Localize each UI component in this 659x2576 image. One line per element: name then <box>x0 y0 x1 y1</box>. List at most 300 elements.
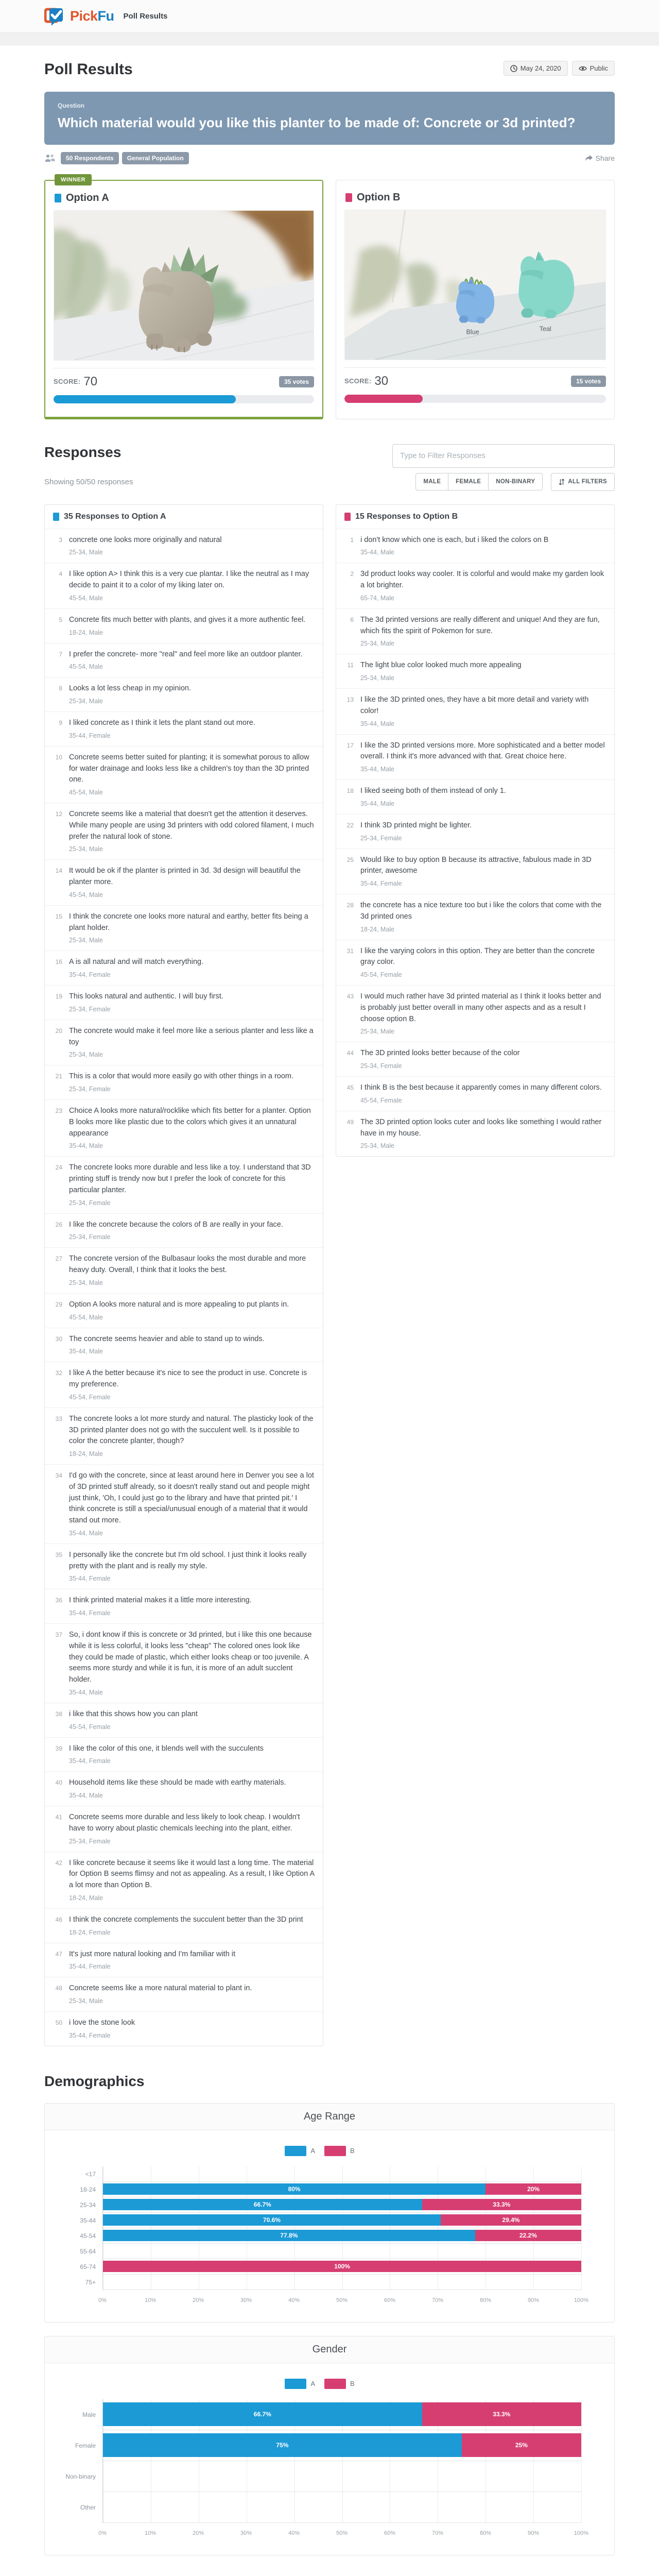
response-item <box>45 1156 323 1213</box>
chart-row <box>103 2461 581 2492</box>
option-a-score-label: SCORE: <box>54 378 81 385</box>
response-item <box>336 734 614 780</box>
response-item <box>45 746 323 803</box>
response-text: i love the stone look <box>69 2019 135 2027</box>
response-number: 4 <box>59 570 62 578</box>
response-item <box>45 1408 323 1464</box>
response-body <box>360 660 522 682</box>
pickfu-logo[interactable] <box>44 6 114 27</box>
chart-x-tick: 40% <box>288 2297 300 2303</box>
response-demographic: 45-54, Female <box>69 1393 111 1401</box>
chart-legend <box>58 2146 581 2156</box>
response-text: I liked concrete as I think it lets the plant stand out more. <box>69 719 255 727</box>
response-item <box>45 1213 323 1248</box>
visibility-text: Public <box>589 64 608 72</box>
chart-category-label: Other <box>80 2503 96 2511</box>
response-body <box>69 2018 135 2039</box>
response-text: I liked seeing both of them instead of only 1. <box>360 787 506 795</box>
response-number: 30 <box>55 1335 62 1343</box>
response-body <box>360 820 472 842</box>
response-demographic: 35-44, Female <box>69 732 111 739</box>
response-number: 32 <box>55 1369 62 1377</box>
response-demographic: 25-34, Male <box>69 937 103 944</box>
response-demographic: 45-54, Female <box>69 1723 111 1731</box>
chart-category-label: 65-74 <box>80 2263 96 2270</box>
response-item <box>336 688 614 734</box>
response-demographic: 18-24, Male <box>360 925 395 933</box>
chart-bar-a: 77.8% <box>103 2230 475 2241</box>
response-demographic: 25-34, Male <box>360 1142 395 1150</box>
response-text: I like the varying colors in this option. They are better than the concrete gray color. <box>360 946 595 967</box>
response-number: 1 <box>350 536 354 544</box>
question-panel <box>44 92 615 145</box>
option-a-score-fill <box>54 395 236 403</box>
response-demographic: 35-44, Male <box>69 1792 103 1799</box>
share-link[interactable] <box>585 154 615 162</box>
response-text: Looks a lot less cheap in my opinion. <box>69 684 191 693</box>
response-body <box>69 718 255 739</box>
legend-label: A <box>310 2147 315 2155</box>
response-number: 2 <box>350 570 354 578</box>
response-number: 17 <box>346 741 354 749</box>
response-number: 39 <box>55 1744 62 1752</box>
response-body <box>69 1812 315 1845</box>
chart-x-tick: 60% <box>384 2297 396 2303</box>
response-number: 41 <box>55 1814 62 1821</box>
response-item <box>45 1977 323 2011</box>
response-text: The concrete looks a lot more sturdy and natural. The plasticky look of the 3D printed planter does not go with the succulent well. Is it possible to color the concrete planter, though? <box>69 1414 314 1446</box>
response-text: I think the concrete complements the succulent better than the 3D print <box>69 1915 303 1924</box>
response-number: 10 <box>55 753 62 761</box>
response-number: 5 <box>59 616 62 623</box>
response-text: Concrete seems like a more natural material to plant in. <box>69 1984 252 1993</box>
response-demographic: 35-44, Male <box>360 766 395 773</box>
response-text: i like that this shows how you can plant <box>69 1709 198 1718</box>
response-text: So, i dont know if this is concrete or 3d printed, but i like this one because while it is less colorful, it looks less "cheap" The colored ones look like they could be made of plastic, which either looks cheap or too juvenile. A seems more sturdy and while it is fun, it is more of an adult succlent holder. <box>69 1631 312 1684</box>
chart-bars <box>103 2261 581 2272</box>
age-range-chart-card <box>44 2103 615 2323</box>
response-body <box>69 1595 252 1617</box>
chart-row <box>103 2182 581 2197</box>
response-demographic: 35-44, Female <box>69 971 111 978</box>
chart-bar-b: 25% <box>462 2433 581 2457</box>
chart-bar-a: 66.7% <box>103 2199 422 2210</box>
response-body <box>69 991 223 1013</box>
option-a-responses-header: 35 Responses to Option A <box>64 512 166 521</box>
legend-label: B <box>350 2380 355 2388</box>
response-body <box>360 900 606 933</box>
chart-x-tick: 0% <box>98 2297 107 2303</box>
response-text: I think printed material makes it a little more interesting. <box>69 1596 252 1605</box>
visibility-badge <box>572 61 615 76</box>
response-body <box>69 569 315 602</box>
response-item <box>45 643 323 677</box>
response-item <box>336 654 614 688</box>
response-item <box>45 1943 323 1977</box>
response-demographic: 25-34, Female <box>69 1233 111 1241</box>
demographics-heading: Demographics <box>44 2073 145 2089</box>
all-filters-button[interactable] <box>551 473 615 491</box>
response-number: 8 <box>59 685 62 692</box>
option-a-card <box>44 176 323 419</box>
chart-bars <box>103 2245 581 2257</box>
response-text: Choice A looks more natural/rocklike which fits better for a planter. Option B looks more like plastic due to the colors which gives it an unnatural appearance <box>69 1107 311 1138</box>
response-number: 38 <box>55 1710 62 1718</box>
response-demographic: 35-44, Male <box>69 1142 103 1150</box>
response-text: I like the 3D printed ones, they have a bit more detail and variety with color! <box>360 696 589 715</box>
option-a-name: Option A <box>66 192 109 204</box>
option-b-votes-badge: 15 votes <box>571 376 606 387</box>
response-item <box>45 529 323 563</box>
chart-category-label: Non-binary <box>65 2472 96 2480</box>
response-body <box>360 569 606 602</box>
filters-icon <box>559 479 565 485</box>
gender-filter-group <box>415 473 543 490</box>
response-number: 31 <box>346 947 354 955</box>
response-item <box>336 779 614 814</box>
response-number: 27 <box>55 1255 62 1263</box>
option-a-color-chip <box>55 194 61 202</box>
option-a-responses-list <box>45 529 323 2046</box>
respondents-badge: 50 Respondents <box>61 152 119 164</box>
chart-row <box>103 2430 581 2461</box>
response-demographic: 35-44, Male <box>360 800 395 807</box>
chart-bar-b: 22.2% <box>475 2230 581 2241</box>
response-body <box>69 535 222 556</box>
chart-bar-a: 80% <box>103 2183 485 2195</box>
chart-bars <box>103 2495 581 2519</box>
chart-x-tick: 10% <box>144 2297 157 2303</box>
response-text: I like the concrete because the colors of B are really in your face. <box>69 1220 283 1229</box>
response-demographic: 25-34, Female <box>69 1837 111 1845</box>
response-body <box>69 1162 315 1206</box>
response-demographic: 35-44, Female <box>69 2031 111 2039</box>
chart-bars <box>103 2183 581 2195</box>
response-body <box>69 1299 289 1321</box>
response-text: the concrete has a nice texture too but i like the colors that come with the 3d printed ones <box>360 901 602 921</box>
response-item <box>45 1020 323 1065</box>
chart-category-label: 25-34 <box>80 2201 96 2209</box>
option-a-responses-card <box>44 504 323 2046</box>
response-item <box>45 1737 323 1772</box>
response-body <box>360 615 606 648</box>
response-item <box>336 849 614 894</box>
chart-x-tick: 0% <box>98 2530 107 2536</box>
chart-row <box>103 2213 581 2228</box>
response-demographic: 35-44, Male <box>360 720 395 727</box>
response-demographic: 35-44, Male <box>360 549 395 556</box>
response-body <box>69 1026 315 1059</box>
chart-row <box>103 2492 581 2523</box>
response-number: 18 <box>346 787 354 794</box>
chart-x-axis <box>98 2527 589 2539</box>
response-item <box>45 1328 323 1362</box>
response-text: The concrete version of the Bulbasaur looks the most durable and more heavy duty. Overall, I think that it looks the best. <box>69 1255 306 1274</box>
chart-bars <box>103 2168 581 2179</box>
chart-legend <box>58 2379 581 2389</box>
response-item <box>336 1042 614 1076</box>
filter-female-button[interactable]: FEMALE <box>448 473 489 490</box>
response-number: 44 <box>346 1049 354 1057</box>
response-demographic: 25-34, Male <box>69 549 103 556</box>
chart-bar-b: 20% <box>485 2183 581 2195</box>
response-text: The concrete would make it feel more like a serious planter and less like a toy <box>69 1026 314 1046</box>
legend-label: A <box>310 2380 315 2388</box>
chart-bar-b: 33.3% <box>422 2402 581 2426</box>
brand-name: PickFu <box>70 8 114 24</box>
response-text: I like the color of this one, it blends well with the succulents <box>69 1744 264 1753</box>
response-demographic: 35-44, Female <box>69 1963 111 1971</box>
response-body <box>360 946 606 979</box>
response-item <box>45 1099 323 1156</box>
chart-bar-b: 29.4% <box>441 2214 581 2226</box>
response-demographic: 25-34, Male <box>69 1051 103 1059</box>
response-body <box>69 1253 315 1286</box>
response-number: 48 <box>55 1985 62 1992</box>
3d-printed-planters-photo <box>345 210 605 360</box>
legend-item-a <box>285 2379 315 2389</box>
response-body <box>360 786 506 807</box>
chart-bar-a: 75% <box>103 2433 462 2457</box>
legend-label: B <box>350 2147 355 2155</box>
response-number: 19 <box>55 993 62 1000</box>
response-item <box>336 894 614 940</box>
response-demographic: 65-74, Male <box>360 594 395 602</box>
option-b-score-fill <box>344 395 423 403</box>
response-demographic: 45-54, Male <box>69 891 103 899</box>
response-item <box>45 1806 323 1852</box>
response-demographic: 18-24, Male <box>69 629 103 636</box>
chart-category-label: Male <box>82 2411 96 2418</box>
chart-x-tick: 50% <box>336 2530 348 2536</box>
chart-x-tick: 100% <box>574 2297 589 2303</box>
winner-badge: WINNER <box>55 174 92 185</box>
response-body <box>69 911 315 944</box>
response-demographic: 25-34, Male <box>360 674 395 682</box>
response-number: 34 <box>55 1472 62 1479</box>
chart-row <box>103 2228 581 2244</box>
response-number: 37 <box>55 1631 62 1638</box>
response-text: It's just more natural looking and I'm familiar with it <box>69 1950 236 1958</box>
option-a-score-bar <box>54 395 314 403</box>
response-text: I'd go with the concrete, since at least around here in Denver you see a lot of 3D printed stuff already, so it doesn't really stand out and people might just think, 'Oh, I could just go to the library and have that printed pit.' I think concrete is still a special/unusual enough of a material that it would stand out more. <box>69 1471 314 1524</box>
response-demographic: 25-34, Male <box>69 1997 103 2005</box>
planter-label-teal: Teal <box>539 324 551 332</box>
chart-y-labels <box>58 2399 102 2539</box>
response-number: 46 <box>55 1916 62 1923</box>
response-body <box>69 1777 286 1799</box>
chart-row <box>103 2399 581 2430</box>
response-text: The 3D printed looks better because of the color <box>360 1049 520 1058</box>
response-text: The concrete looks more durable and less like a toy. I understand that 3D printing stuff is trendy now but I prefer the look of concrete for this particular planter. <box>69 1163 311 1194</box>
gender-chart-body <box>45 2363 614 2555</box>
response-item <box>45 905 323 951</box>
question-text: Which material would you like this planter to be made of: Concrete or 3d printed? <box>58 115 576 130</box>
chart-x-tick: 70% <box>431 2297 444 2303</box>
response-number: 47 <box>55 1950 62 1958</box>
showing-count-text: Showing 50/50 responses <box>44 477 133 486</box>
concrete-planter-photo <box>54 211 314 360</box>
audience-badge: General Population <box>122 152 189 164</box>
response-text: The 3D printed option looks cuter and looks like something I would rather have in my house. <box>360 1117 602 1138</box>
response-body <box>69 1709 198 1731</box>
chart-bars <box>103 2214 581 2226</box>
option-b-responses-header: 15 Responses to Option B <box>355 512 458 521</box>
response-text: I like the 3D printed versions more. More sophisticated and a better model overall. I think it's more advanced with that. Great choice here. <box>360 741 605 761</box>
response-demographic: 18-24, Female <box>69 1928 111 1936</box>
response-body <box>69 1368 315 1401</box>
legend-swatch-b <box>324 2146 346 2156</box>
response-text: This looks natural and authentic. I will buy first. <box>69 992 223 1001</box>
response-body <box>69 1550 315 1583</box>
chart-area <box>58 2166 589 2307</box>
chart-row <box>103 2259 581 2275</box>
response-text: I like A the better because it's nice to see the product in use. Concrete is my preference. <box>69 1369 307 1388</box>
response-text: Concrete seems better suited for planting; it is somewhat porous to allow for water drainage and looks less like a children's toy than the 3D printed one. <box>69 753 309 784</box>
date-text: May 24, 2020 <box>520 64 561 72</box>
response-body <box>69 866 315 899</box>
response-number: 16 <box>55 958 62 966</box>
response-text: Concrete seems more durable and less likely to look cheap. I wouldn't have to worry about plastic chemicals leeching into the plant, either. <box>69 1813 300 1833</box>
chart-category-label: <17 <box>85 2170 96 2178</box>
chart-x-tick: 90% <box>527 2530 540 2536</box>
response-text: Household items like these should be made with earthy materials. <box>69 1778 286 1787</box>
chart-x-tick: 50% <box>336 2297 348 2303</box>
chart-gridline <box>581 2166 582 2290</box>
legend-swatch-a <box>285 2379 306 2389</box>
response-demographic: 45-54, Male <box>69 789 103 796</box>
chart-bars <box>103 2464 581 2488</box>
chart-category-label: 45-54 <box>80 2232 96 2240</box>
response-item <box>45 1464 323 1544</box>
response-text: It would be ok if the planter is printed in 3d. 3d design will beautiful the planter more. <box>69 867 301 886</box>
response-number: 11 <box>347 662 354 669</box>
response-body <box>69 615 305 636</box>
response-body <box>360 535 548 556</box>
chart-bars <box>103 2433 581 2457</box>
response-body <box>360 1048 520 1070</box>
chart-row <box>103 2244 581 2259</box>
response-number: 23 <box>55 1107 62 1114</box>
response-number: 21 <box>55 1073 62 1080</box>
response-item <box>45 803 323 859</box>
response-text: I prefer the concrete- more "real" and feel more like an outdoor planter. <box>69 650 303 658</box>
response-number: 14 <box>55 867 62 875</box>
chart-category-label: 35-44 <box>80 2216 96 2224</box>
response-number: 22 <box>346 821 354 829</box>
response-demographic: 25-34, Female <box>69 1199 111 1207</box>
response-text: i don't know which one is each, but i liked the colors on B <box>360 535 549 544</box>
option-a-image[interactable] <box>54 210 314 361</box>
option-b-score-value: 30 <box>374 374 389 388</box>
response-body <box>69 1470 315 1537</box>
gender-chart-card <box>44 2336 615 2555</box>
response-body <box>69 1106 315 1149</box>
response-body <box>69 752 315 796</box>
chart-bars <box>103 2276 581 2287</box>
response-number: 9 <box>59 719 62 726</box>
response-body <box>69 809 315 853</box>
response-number: 49 <box>346 1118 354 1126</box>
clock-icon <box>510 65 517 72</box>
chart-x-tick: 40% <box>288 2530 300 2536</box>
legend-swatch-a <box>285 2146 306 2156</box>
chart-x-tick: 20% <box>192 2530 204 2536</box>
option-b-responses-card <box>336 504 615 1157</box>
option-b-image[interactable] <box>344 210 606 360</box>
response-demographic: 35-44, Male <box>69 1688 103 1696</box>
response-body <box>69 1914 303 1936</box>
response-body <box>360 1117 606 1150</box>
response-text: I think the concrete one looks more natural and earthy, better fits being a plant holder. <box>69 912 308 932</box>
response-demographic: 25-34, Male <box>360 640 395 648</box>
filter-responses-input[interactable] <box>392 444 615 468</box>
chart-category-label: 55-64 <box>80 2247 96 2255</box>
response-text: I think B is the best because it apparently comes in many different colors. <box>360 1083 602 1092</box>
response-demographic: 25-34, Male <box>360 1028 395 1036</box>
response-demographic: 25-34, Male <box>69 1279 103 1286</box>
age-range-chart-title: Age Range <box>45 2104 614 2130</box>
response-demographic: 25-34, Female <box>69 1086 111 1093</box>
response-body <box>69 957 203 978</box>
filter-nonbinary-button[interactable]: NON-BINARY <box>489 473 543 490</box>
response-body <box>360 740 606 773</box>
chart-bar-b: 33.3% <box>422 2199 581 2210</box>
response-number: 29 <box>55 1300 62 1308</box>
response-item <box>45 859 323 905</box>
response-body <box>69 1219 283 1241</box>
chart-x-tick: 20% <box>192 2297 204 2303</box>
chart-x-tick: 70% <box>431 2530 444 2536</box>
response-body <box>360 1082 602 1104</box>
response-body <box>69 649 303 671</box>
response-number: 35 <box>55 1551 62 1558</box>
response-item <box>45 1065 323 1099</box>
response-number: 40 <box>55 1779 62 1787</box>
chart-y-labels <box>58 2166 102 2307</box>
response-text: I think 3D printed might be lighter. <box>360 821 472 829</box>
response-text: I personally like the concrete but I'm old school. I just think it looks really pretty with the plant and is really my style. <box>69 1550 307 1570</box>
chart-plot <box>102 2166 581 2290</box>
response-demographic: 35-44, Female <box>69 1575 111 1583</box>
response-text: 3d product looks way cooler. It is colorful and would make my garden look a lot brighter. <box>360 570 604 589</box>
question-label: Question <box>58 102 85 109</box>
response-number: 3 <box>59 536 62 544</box>
header-divider-band <box>0 33 659 45</box>
chart-x-tick: 80% <box>479 2530 492 2536</box>
response-demographic: 35-44, Male <box>69 1348 103 1355</box>
legend-swatch-b <box>324 2379 346 2389</box>
chart-x-tick: 60% <box>384 2530 396 2536</box>
response-item <box>45 1703 323 1737</box>
response-item <box>45 1544 323 1589</box>
response-item <box>45 1623 323 1703</box>
response-item <box>45 563 323 608</box>
option-b-responses-chip <box>344 513 351 521</box>
response-demographic: 35-44, Male <box>69 1529 103 1537</box>
chart-bars <box>103 2230 581 2241</box>
filter-male-button[interactable]: MALE <box>415 473 448 490</box>
response-text: Concrete fits much better with plants, and gives it a more authentic feel. <box>69 615 306 624</box>
response-body <box>69 1071 293 1093</box>
response-number: 15 <box>55 912 62 920</box>
response-item <box>45 1852 323 1908</box>
gender-chart-title: Gender <box>45 2336 614 2363</box>
response-demographic: 25-34, Male <box>69 698 103 705</box>
response-text: The concrete seems heavier and able to stand up to winds. <box>69 1334 265 1343</box>
response-item <box>45 1589 323 1623</box>
response-demographic: 35-44, Female <box>360 880 402 887</box>
